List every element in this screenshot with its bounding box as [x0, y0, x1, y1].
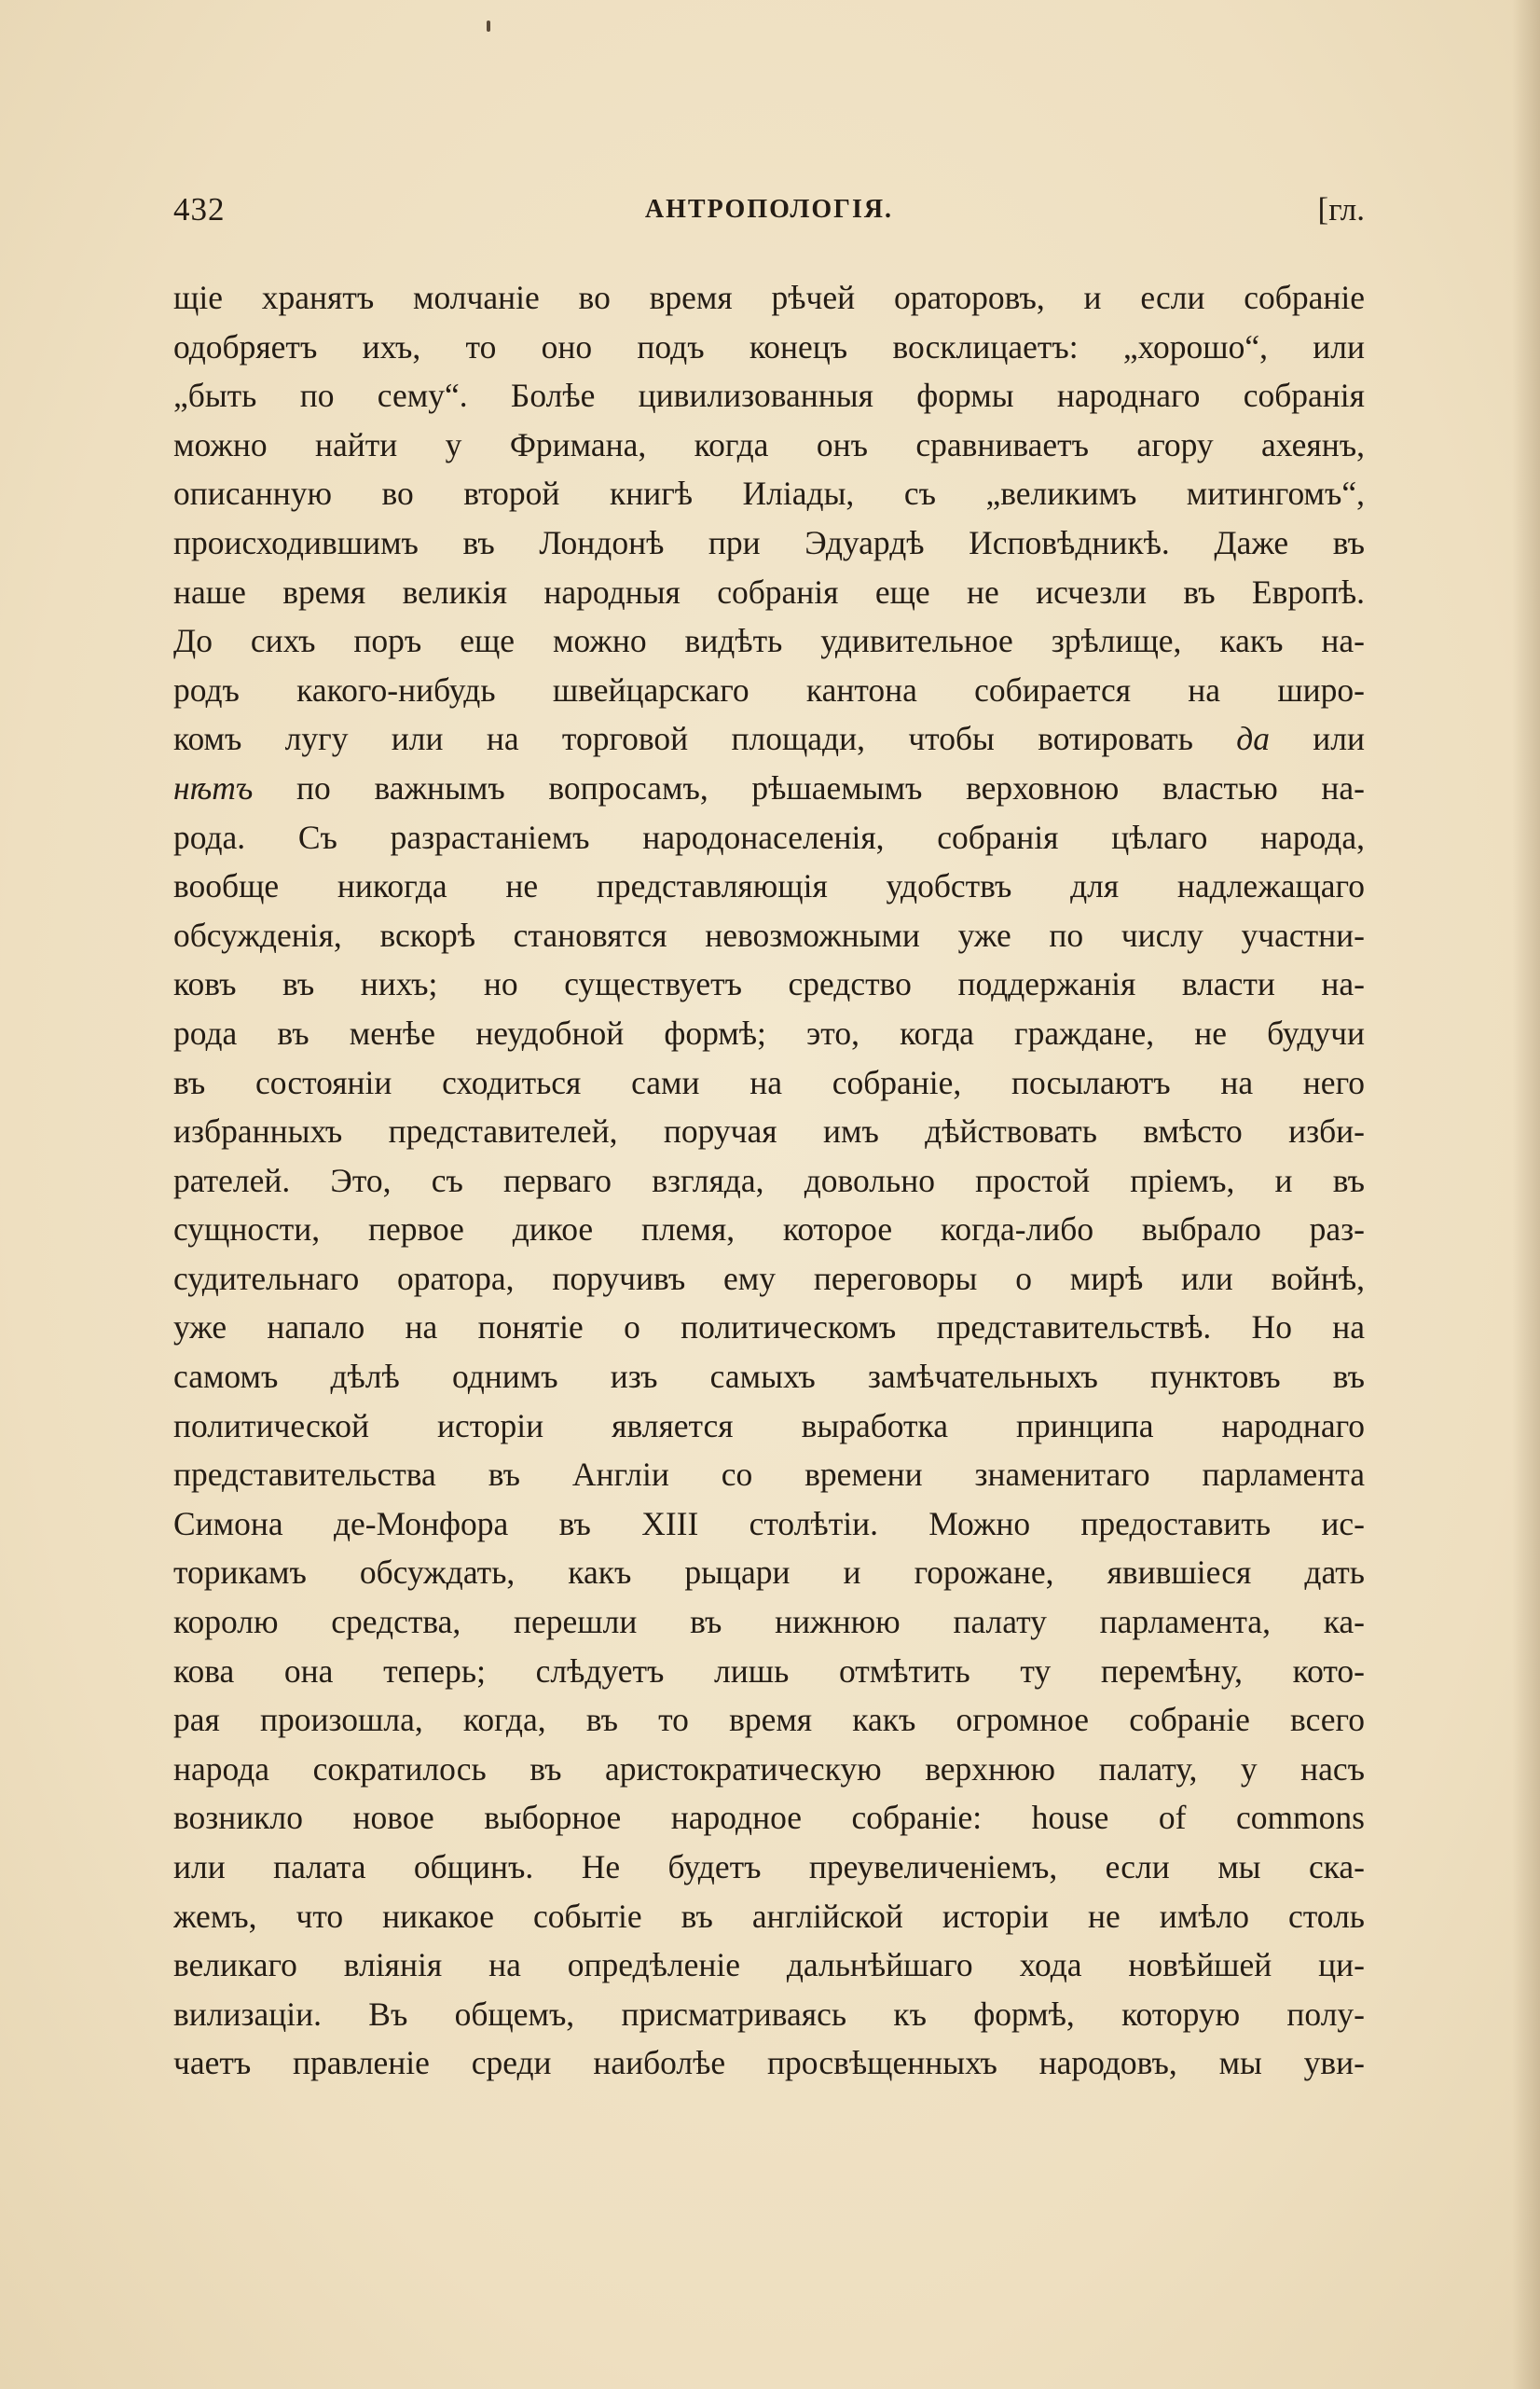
text-line: политической исторіи является выработка принципа народнаго — [173, 1406, 1365, 1444]
text-line: обсужденія, вскорѣ становятся невозможными уже по числу участни- — [173, 916, 1365, 954]
text-line: родъ какого-нибудь швейцарскаго кантона собирается на широ- — [173, 670, 1365, 709]
text-line: щіе хранятъ молчаніе во время рѣчей ораторовъ, и если собраніе — [173, 279, 1365, 316]
text-line: судительнаго оратора, поручивъ ему переговоры о мирѣ или войнѣ, — [173, 1259, 1365, 1297]
page-number: 432 — [173, 191, 226, 228]
page-edge-shadow — [1512, 0, 1540, 2389]
text-line: въ состояніи сходиться сами на собраніе, посылаютъ на него — [173, 1063, 1365, 1101]
text-line: возникло новое выборное народное собраніе: house of commons — [173, 1799, 1365, 1837]
text-line: великаго вліянія на опредѣленіе дальнѣйшаго хода новѣйшей ци- — [173, 1946, 1365, 1984]
italic-word: нѣтъ — [173, 768, 254, 807]
text-line: сущности, первое дикое племя, которое когда-либо выбрало раз- — [173, 1210, 1365, 1249]
text-line: нѣтъ по важнымъ вопросамъ, рѣшаемымъ верховною властью на- — [173, 768, 1365, 807]
text-line: рая произошла, когда, въ то время какъ огромное собраніе всего — [173, 1701, 1365, 1739]
text-line: чаетъ правленіе среди наиболѣе просвѣщенныхъ народовъ, мы уви- — [173, 2044, 1365, 2082]
text-line: происходившимъ въ Лондонѣ при Эдуардѣ Исповѣдникѣ. Даже въ — [173, 523, 1365, 561]
text-line: избранныхъ представителей, поручая имъ дѣйствовать вмѣсто изби- — [173, 1112, 1365, 1151]
text-line: можно найти у Фримана, когда онъ сравниваетъ агору ахеянъ, — [173, 425, 1365, 463]
text-line: самомъ дѣлѣ однимъ изъ самыхъ замѣчательныхъ пунктовъ въ — [173, 1358, 1365, 1396]
text-line: ковъ въ нихъ; но существуетъ средство поддержанія власти на- — [173, 965, 1365, 1003]
italic-word: да — [1236, 720, 1270, 758]
running-title: АНТРОПОЛОГІЯ. — [644, 195, 894, 224]
text-line: „быть по сему“. Болѣе цивилизованныя формы народнаго собранія — [173, 377, 1365, 415]
text-line: торикамъ обсуждать, какъ рыцари и горожане, явившіеся дать — [173, 1554, 1365, 1592]
text-line: наше время великія народныя собранія еще не исчезли въ Европѣ. — [173, 573, 1365, 611]
chapter-reference: [гл. — [1317, 191, 1365, 228]
running-head — [173, 191, 1365, 238]
text-line: королю средства, перешли въ нижнюю палату парламента, ка- — [173, 1603, 1365, 1641]
text-line: вообще никогда не представляющія удобствъ для надлежащаго — [173, 867, 1365, 905]
text-line: народа сократилось въ аристократическую верхнюю палату, у насъ — [173, 1749, 1365, 1788]
text-line: или палата общинъ. Не будетъ преувеличеніемъ, если мы ска- — [173, 1848, 1365, 1885]
text-line: вилизаціи. Въ общемъ, присматриваясь къ формѣ, которую полу- — [173, 1995, 1365, 2033]
text-line: описанную во второй книгѣ Иліады, съ „великимъ митингомъ“, — [173, 475, 1365, 513]
text-line: уже напало на понятіе о политическомъ представительствѣ. Но на — [173, 1308, 1365, 1346]
body-text — [173, 273, 1365, 2088]
text-line: комъ лугу или на торговой площади, чтобы вотировать да или — [173, 720, 1365, 758]
text-line: рода въ менѣе неудобной формѣ; это, когда граждане, не будучи — [173, 1014, 1365, 1052]
text-line: кова она теперь; слѣдуетъ лишь отмѣтить ту перемѣну, кото- — [173, 1651, 1365, 1690]
text-line: рателей. Это, съ перваго взгляда, довольно простой пріемъ, и въ — [173, 1161, 1365, 1199]
text-line: рода. Съ разрастаніемъ народонаселенія, собранія цѣлаго народа, — [173, 818, 1365, 856]
text-line: Симона де-Монфора въ XIII столѣтіи. Можно предоставить ис- — [173, 1504, 1365, 1542]
text-line: одобряетъ ихъ, то оно подъ конецъ восклицаетъ: „хорошо“, или — [173, 327, 1365, 366]
text-line: жемъ, что никакое событіе въ англійской исторіи не имѣло столь — [173, 1897, 1365, 1935]
text-line: До сихъ поръ еще можно видѣть удивительное зрѣлище, какъ на- — [173, 622, 1365, 660]
ink-speck — [487, 21, 490, 32]
text-line: представительства въ Англіи со времени знаменитаго парламента — [173, 1456, 1365, 1494]
